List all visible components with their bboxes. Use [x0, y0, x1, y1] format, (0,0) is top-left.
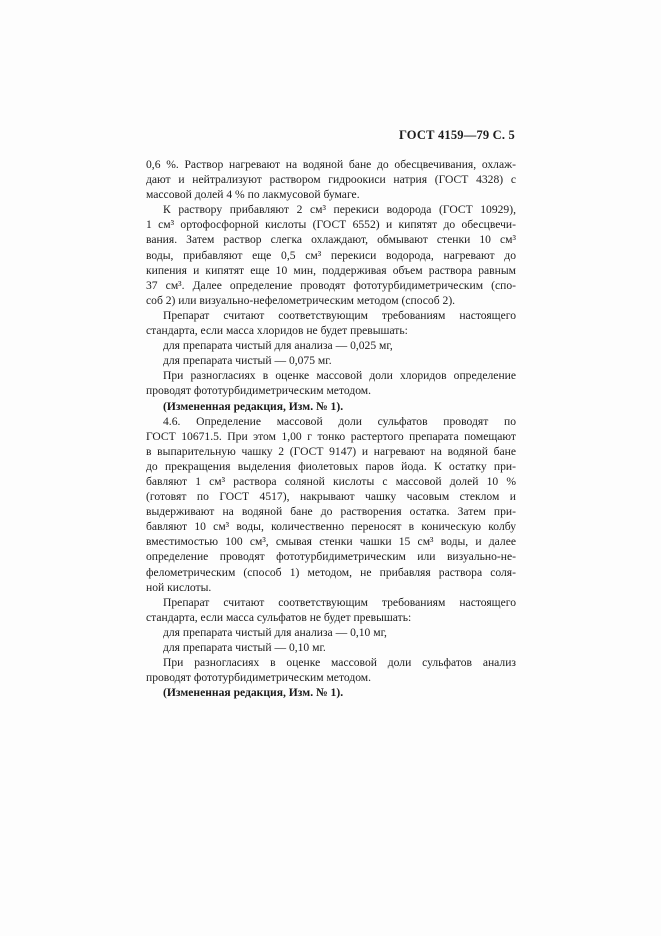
- text-line: 4.6. Определение массовой доли сульфатов проводят по: [163, 414, 516, 428]
- text-line: стандарта, если масса хлоридов не будет превышать:: [146, 324, 408, 338]
- text-line: 1 см³ ортофосфорной кислоты (ГОСТ 6552) и кипятят до обесцвечи-: [146, 218, 516, 232]
- text-line: При разногласиях в оценке массовой доли сульфатов анализ: [163, 656, 516, 670]
- text-line: ГОСТ 10671.5. При этом 1,00 г тонко растертого препарата помещают: [146, 429, 516, 443]
- text-line: дают и нейтрализуют раствором гидроокиси натрия (ГОСТ 4328) с: [146, 173, 516, 187]
- text-line: для препарата чистый — 0,10 мг.: [163, 641, 326, 654]
- text-line: выдерживают на водяной бане до растворения остатка. Затем при-: [146, 505, 516, 519]
- text-line: бавляют 10 см³ воды, количественно переносят в коническую колбу: [146, 520, 516, 534]
- page-header: ГОСТ 4159—79 С. 5: [398, 128, 515, 142]
- text-line: 0,6 %. Раствор нагревают на водяной бане до обесцвечивания, охлаж-: [146, 158, 516, 171]
- text-line: бавляют 1 см³ раствора соляной кислоты с массовой долей 10 %: [146, 474, 516, 488]
- text-line: Препарат считают соответствующим требованиям настоящего: [163, 595, 516, 609]
- text-line: Препарат считают соответствующим требованиям настоящего: [163, 308, 516, 322]
- text-line: для препарата чистый для анализа — 0,025 мг,: [163, 339, 393, 353]
- text-line: для препарата чистый — 0,075 мг.: [163, 354, 332, 368]
- text-line: вместимостью 100 см³, смывая стенки чашки 15 см³ воды, и далее: [146, 535, 516, 549]
- text-line: воды, прибавляют еще 0,5 см³ перекиси водорода, нагревают до: [146, 248, 516, 262]
- text-line: для препарата чистый для анализа — 0,10 мг,: [163, 625, 387, 639]
- amendment-note-line: (Измененная редакция, Изм. № 1).: [163, 399, 344, 413]
- document-body: [146, 157, 516, 700]
- text-line: (готовят по ГОСТ 4517), накрывают чашку часовым стеклом и: [146, 490, 516, 504]
- text-line: фелометрическим (способ 1) методом, не прибавляя раствора соля-: [146, 565, 516, 579]
- amendment-note-line: (Измененная редакция, Изм. № 1).: [163, 686, 344, 700]
- text-line: ной кислоты.: [146, 580, 212, 594]
- text-line: в выпарительную чашку 2 (ГОСТ 9147) и нагревают на водяной бане: [146, 444, 516, 458]
- text-line: вания. Затем раствор слегка охлаждают, обмывают стенки 10 см³: [146, 233, 516, 247]
- text-line: кипения и кипятят еще 10 мин, поддерживая объем раствора равным: [146, 263, 516, 277]
- text-line: К раствору прибавляют 2 см³ перекиси водорода (ГОСТ 10929),: [163, 203, 516, 217]
- text-line: соб 2) или визуально-нефелометрическим методом (способ 2).: [146, 293, 456, 307]
- text-line: определение проводят фототурбидиметрическим или визуально-не-: [146, 550, 516, 564]
- text-line: до прекращения выделения фиолетовых паров йода. К остатку при-: [146, 459, 516, 473]
- text-line: массовой долей 4 % по лакмусовой бумаге.: [146, 188, 360, 202]
- text-line: проводят фототурбидиметрическим методом.: [146, 671, 372, 685]
- text-line: 37 см³. Далее определение проводят фототурбидиметрическим (спо-: [146, 278, 516, 292]
- text-line: При разногласиях в оценке массовой доли хлоридов определение: [163, 369, 516, 383]
- text-line: стандарта, если масса сульфатов не будет превышать:: [146, 610, 412, 624]
- text-line: проводят фототурбидиметрическим методом.: [146, 384, 372, 398]
